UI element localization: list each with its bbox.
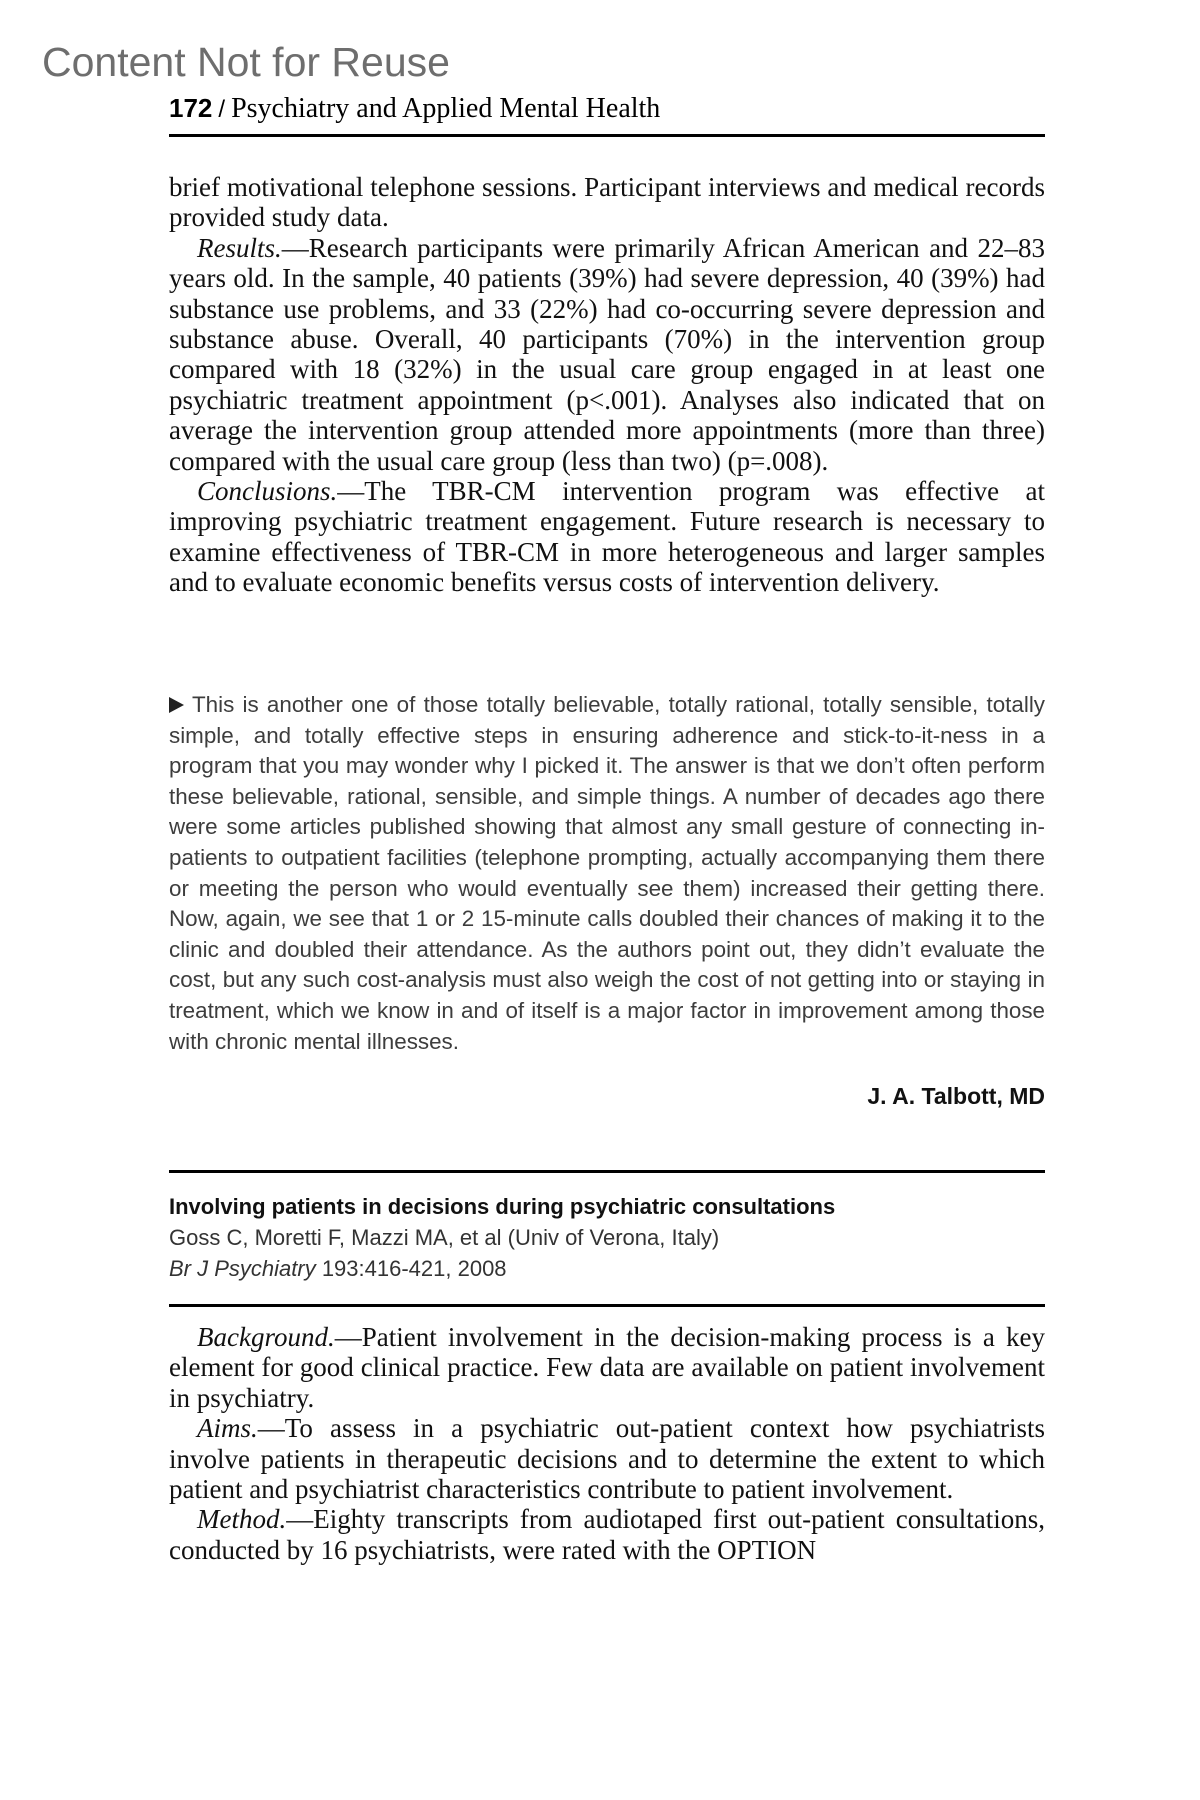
method-text: —Eighty transcripts from audiotaped first out-patient consultations, conducted by 16 psychiatrists, were rated with the OPTION <box>169 1504 1045 1565</box>
commentary-signature: J. A. Talbott, MD <box>867 1083 1045 1109</box>
editor-commentary <box>169 690 1045 1057</box>
results-label: Results. <box>197 232 282 263</box>
commentary-text: This is another one of those totally believable, totally rational, totally sensible, totally simple, and totally effective steps in ensuring adherence and stick-to-it-ness in a program that you may wonder why I picked it. The answer is that we don’t often perform these believable, rational, sensible, and simple things. A number of decades ago there were some articles published showing that almost any small gesture of connecting in-patients to outpatient facilities (telephone prompting, actually accompanying them there or meeting the person who would eventually see them) increased their getting there. Now, again, we see that 1 or 2 15-minute calls doubled their chances of making it to the clinic and doubled their attendance. As the authors point out, they didn’t evaluate the cost, but any such cost-analysis must also weigh the cost of not getting into or staying in treatment, which we know in and of itself is a major factor in improvement among those with chronic mental illnesses. <box>169 692 1045 1054</box>
conclusions-text: —The TBR-CM intervention program was effective at improving psychiatric treatment engagement. Future research is necessary to examine effectiveness of TBR-CM in more heterogeneous and larger samples and to evaluate economic benefits versus costs of intervention delivery. <box>169 476 1045 598</box>
method-label: Method. <box>197 1504 287 1535</box>
conclusions-label: Conclusions. <box>197 476 338 507</box>
method-paragraph <box>169 1504 1045 1565</box>
abstract-second-article <box>169 1322 1045 1565</box>
background-paragraph <box>169 1322 1045 1413</box>
results-paragraph <box>169 233 1045 476</box>
triangle-bullet-icon <box>169 697 184 713</box>
watermark: Content Not for Reuse <box>42 39 450 85</box>
header-separator: / <box>218 96 226 123</box>
abstract-continuation <box>169 172 1045 598</box>
journal-title: Psychiatry and Applied Mental Health <box>231 93 661 124</box>
background-label: Background. <box>197 1322 335 1352</box>
running-head <box>169 92 1045 137</box>
abstract-lead: brief motivational telephone sessions. Participant interviews and medical records provided study data. <box>169 172 1045 233</box>
aims-label: Aims. <box>197 1413 258 1444</box>
article-title: Involving patients in decisions during psychiatric consultations <box>169 1194 836 1219</box>
page-number: 172 <box>169 93 213 123</box>
conclusions-paragraph <box>169 476 1045 598</box>
results-text: —Research participants were primarily African American and 22–83 years old. In the sample, 40 patients (39%) had severe depression, 40 (39%) had substance use problems, and 33 (22%) had co-occurring severe depression and substance abuse. Overall, 40 participants (70%) in the intervention group compared with 18 (32%) in the usual care group engaged in at least one psychiatric treatment appointment (p<.001). Analyses also indicated that on average the intervention group attended more appointments (more than three) compared with the usual care group (less than two) (p=.008). <box>169 232 1045 476</box>
background-text: —Patient involvement in the decision-making process is a key element for good clinical practice. Few data are available on patient involvement in psychiatry. <box>169 1322 1045 1413</box>
aims-paragraph <box>169 1413 1045 1504</box>
article-citation-block <box>169 1170 1045 1307</box>
article-authors: Goss C, Moretti F, Mazzi MA, et al (Univ of Verona, Italy) <box>169 1225 720 1250</box>
article-volume-pages: 193:416-421, 2008 <box>315 1256 507 1281</box>
aims-text: —To assess in a psychiatric out-patient context how psychiatrists involve patients in therapeutic decisions and to determine the extent to which patient and psychiatrist characteristics contribute to patient involvement. <box>169 1413 1045 1505</box>
article-journal: Br J Psychiatry <box>169 1256 316 1281</box>
article-source <box>169 1253 1045 1284</box>
